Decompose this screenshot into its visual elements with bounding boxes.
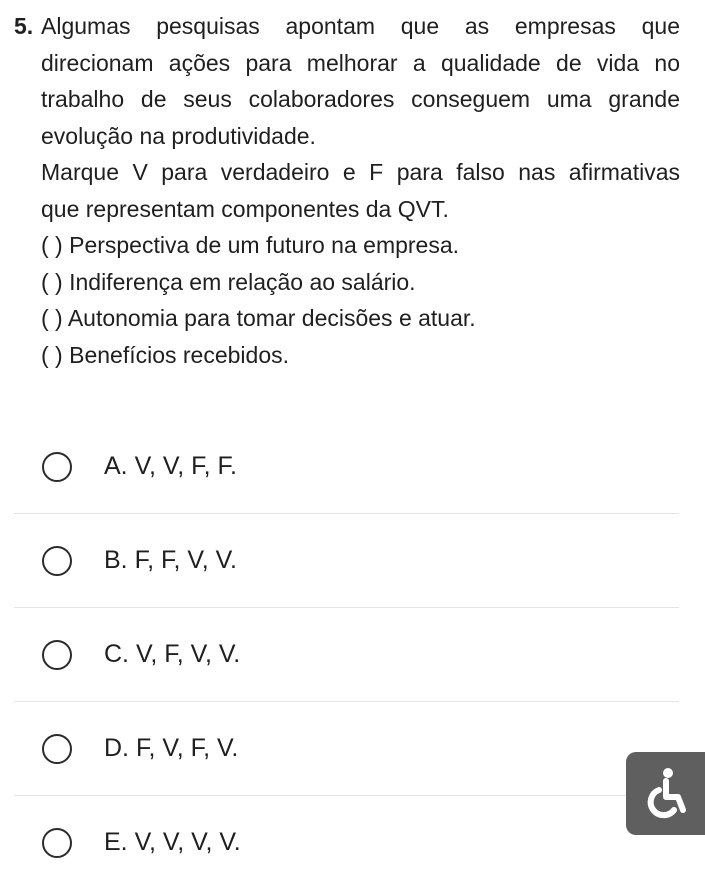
radio-button[interactable] — [42, 734, 72, 764]
statement-3 — [14, 300, 680, 337]
option-a[interactable] — [14, 420, 679, 514]
question-line-2 — [14, 45, 680, 82]
option-label: E. V, V, V, V. — [104, 828, 241, 856]
option-label: A. V, V, F, F. — [104, 452, 237, 480]
question-line-4 — [14, 118, 680, 155]
question-instruction: Marque V para verdadeiro e F para falso nas afirmativas — [41, 159, 680, 185]
option-label: D. F, V, F, V. — [104, 734, 239, 762]
question-text: evolução na produtividade. — [41, 122, 316, 149]
question — [14, 8, 680, 373]
radio-button[interactable] — [42, 546, 72, 576]
statement-text: ( ) Indiferença em relação ao salário. — [41, 268, 416, 295]
radio-button[interactable] — [42, 452, 72, 482]
statement-4 — [14, 337, 680, 374]
question-number: 5. — [14, 13, 34, 39]
option-b[interactable] — [14, 514, 679, 608]
statement-1 — [14, 227, 680, 264]
question-line-6 — [14, 191, 680, 228]
accessibility-button[interactable] — [626, 752, 705, 835]
option-label: C. V, F, V, V. — [104, 640, 241, 668]
question-text: trabalho de seus colaboradores conseguem uma grande — [41, 86, 680, 112]
radio-button[interactable] — [42, 640, 72, 670]
statement-text: ( ) Autonomia para tomar decisões e atuar. — [41, 305, 476, 331]
question-text-line — [41, 8, 680, 45]
option-d[interactable] — [14, 702, 679, 796]
question-instruction: que representam componentes da QVT. — [41, 195, 449, 222]
question-line-1 — [14, 8, 680, 45]
question-line-3 — [14, 81, 680, 118]
radio-button[interactable] — [42, 828, 72, 858]
statement-text: ( ) Perspectiva de um futuro na empresa. — [41, 232, 460, 258]
option-e[interactable] — [14, 796, 679, 889]
statement-text: ( ) Benefícios recebidos. — [41, 341, 290, 368]
answer-options — [14, 420, 679, 889]
question-text: direcionam ações para melhorar a qualidade de vida no — [41, 49, 680, 76]
question-text: Algumas pesquisas apontam que as empresas que — [41, 13, 680, 39]
statement-2 — [14, 264, 680, 301]
option-c[interactable] — [14, 608, 679, 702]
question-line-5 — [14, 154, 680, 191]
option-label: B. F, F, V, V. — [104, 546, 237, 574]
